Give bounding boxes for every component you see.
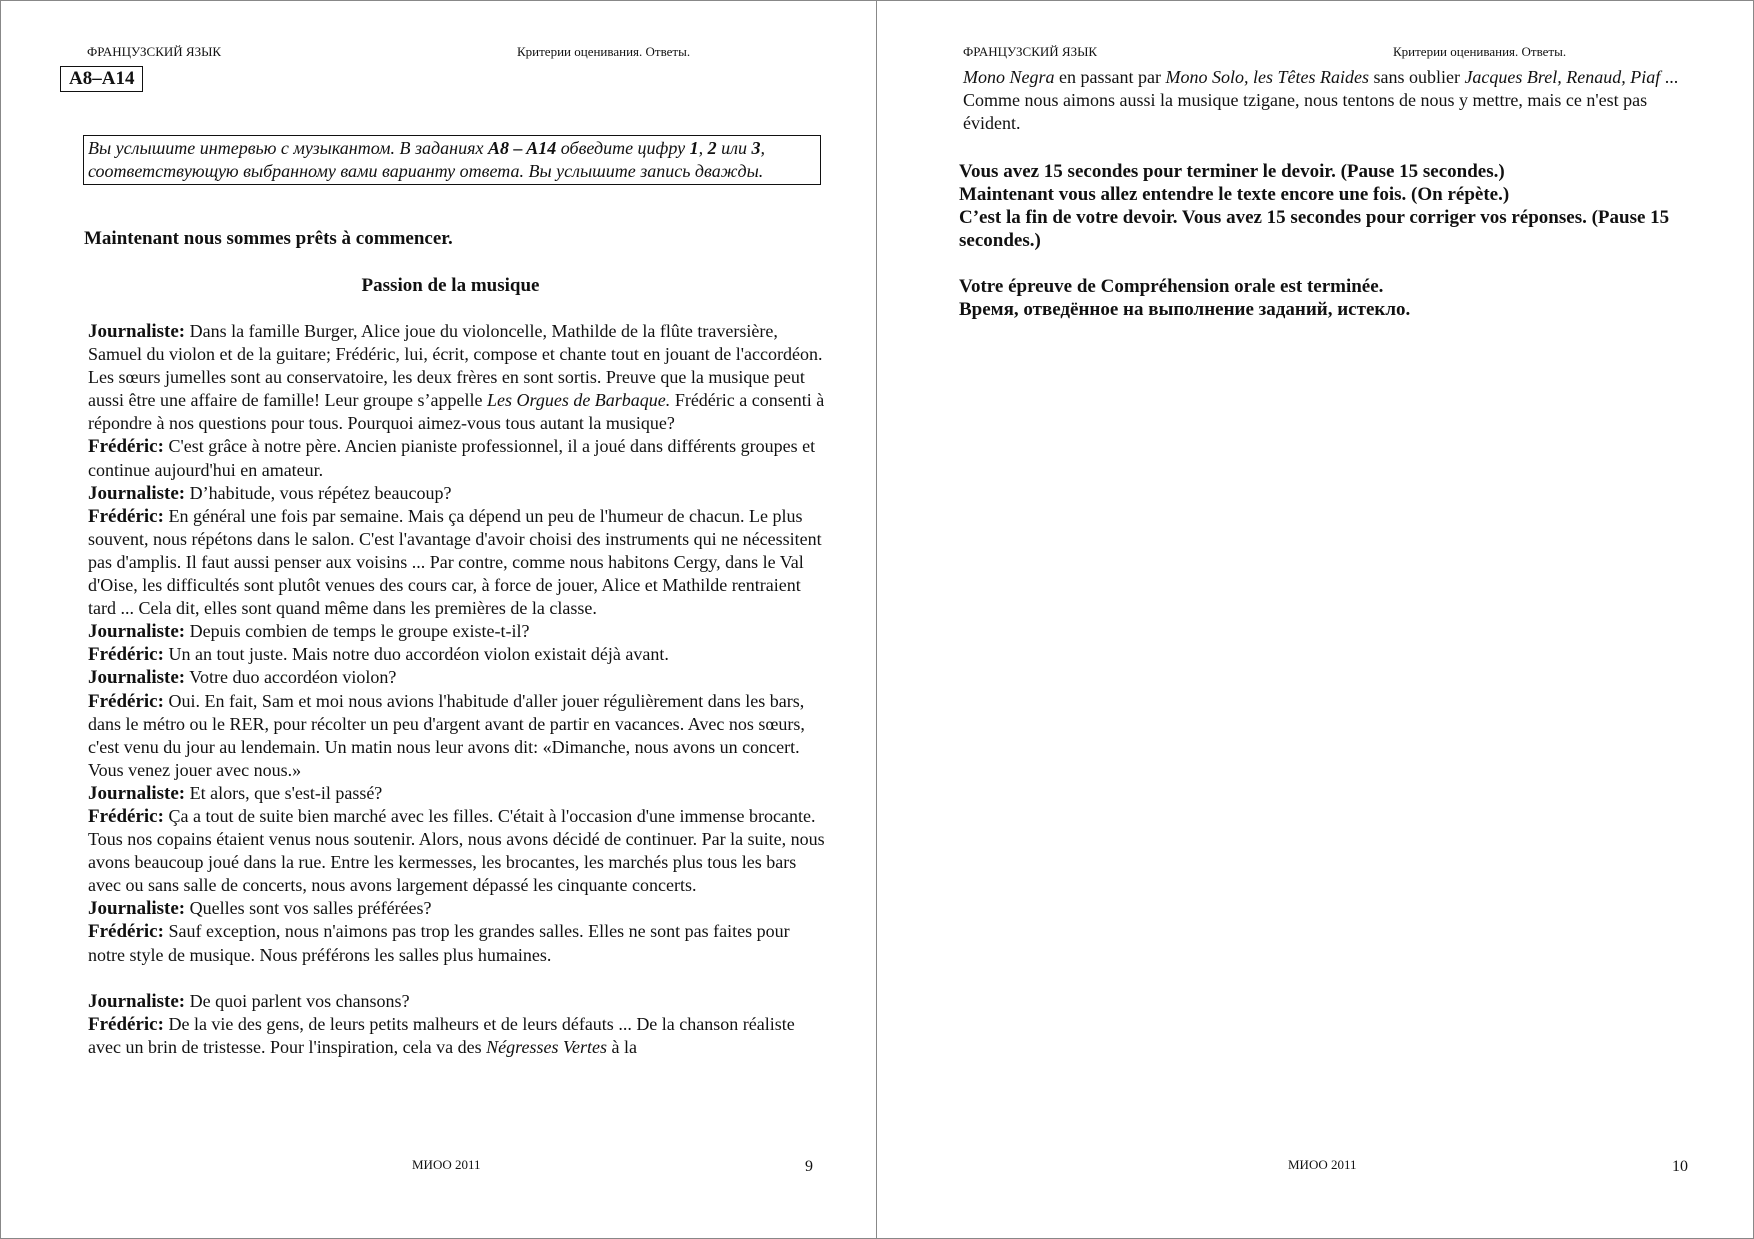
dialog-line: Frédéric: Un an tout juste. Mais notre duo accordéon violon existait déjà avant. bbox=[88, 644, 669, 666]
dialog-line: Frédéric: De la vie des gens, de leurs petits malheurs et de leurs défauts ... De la chanson réaliste avec un brin de tristesse. Pour l'inspiration, cela va des Négresses Vertes à la bbox=[88, 1013, 795, 1057]
footer-publisher: МИОО 2011 bbox=[412, 1157, 481, 1172]
dialog-line: Journaliste: De quoi parlent vos chansons? bbox=[88, 990, 410, 1012]
footer-publisher: МИОО 2011 bbox=[1288, 1157, 1357, 1172]
dialog-line: Journaliste: Votre duo accordéon violon? bbox=[88, 667, 397, 689]
audio-instructions bbox=[959, 160, 1719, 252]
dialog-line: Frédéric: Oui. En fait, Sam et moi nous avions l'habitude d'aller jouer régulièrement dans les bars, dans le métro ou le RER, pour récolter un peu d'argent avant de partir en vacances. Avec nos sœurs, c'est venu du jour au lendemain. Un matin nous leur avons dit: «Dimanche, nous avons un concert. Vous venez jouer avec nous.» bbox=[88, 690, 805, 780]
end-line: Votre épreuve de Compréhension orale est terminée. bbox=[959, 276, 1384, 297]
instruction-line: C’est la fin de votre devoir. Vous avez 15 secondes pour corriger vos réponses. (Pause 15 secondes.) bbox=[959, 207, 1670, 251]
interview-dialog bbox=[88, 320, 828, 1059]
header-subject: ФРАНЦУЗСКИЙ ЯЗЫК bbox=[963, 44, 1098, 59]
dialog-line: Journaliste: Quelles sont vos salles préférées? bbox=[88, 898, 432, 920]
dialog-line: Frédéric: Ça a tout de suite bien marché avec les filles. C'était à l'occasion d'une immense brocante. Tous nos copains étaient venus nous soutenir. Alors, nous avons décidé de continuer. Par la suite, nous avons beaucoup joué dans la rue. Entre les kermesses, les brocantes, les marchés plus tous les bars avec ou sans salle de concerts, nous avons largement dépassé les cinquante concerts. bbox=[88, 805, 825, 896]
page-10 bbox=[877, 0, 1754, 1239]
dialog-line: Journaliste: Dans la famille Burger, Alice joue du violoncelle, Mathilde de la flûte traversière, Samuel du violon et de la guitare; Frédéric, lui, écrit, compose et chante tout en jouant de l'accordéon. Les sœurs jumelles sont au conservatoire, les deux frères en sont sortis. Preuve que la musique peut aussi être une affaire de famille! Leur groupe s’appelle Les Orgues de Barbaque. Frédéric a consenti à répondre à nos questions pour tous. Pourquoi aimez-vous tous autant la musique? bbox=[88, 321, 825, 434]
task-label: A8–A14 bbox=[60, 66, 143, 92]
dialog-line: Frédéric: Sauf exception, nous n'aimons pas trop les grandes salles. Elles ne sont pas faites pour notre style de musique. Nous préférons les salles plus humaines. bbox=[88, 921, 790, 965]
dialog-line: Journaliste: Depuis combien de temps le groupe existe-t-il? bbox=[88, 621, 530, 643]
page-9 bbox=[0, 0, 876, 1239]
header-criteria: Критерии оценивания. Ответы. bbox=[517, 44, 691, 59]
dialog-line: Frédéric: En général une fois par semaine. Mais ça dépend un peu de l'humeur de chacun. Le plus souvent, nous répétons dans le salon. C'est l'avantage d'avoir choisi des instruments qui ne nécessitent pas d'amplis. Il faut aussi penser aux voisins ... Par contre, comme nous habitons Cergy, dans le Val d'Oise, les difficultés sont plutôt venues des cours car, à force de jouer, Alice et Mathilde rentraient tard ... Cela dit, elles sont quand même dans les premières de la classe. bbox=[88, 505, 822, 619]
instruction-box: Вы услышите интервью с музыкантом. В заданиях A8 – A14 обведите цифру 1, 2 или 3, соответствующую выбранному вами варианту ответа. Вы услышите запись дважды. bbox=[83, 135, 821, 185]
text-title: Passion de la musique bbox=[361, 275, 540, 296]
end-line: Время, отведённое на выполнение заданий, истекло. bbox=[959, 299, 1411, 320]
dialog-line: Journaliste: Et alors, que s'est-il passé? bbox=[88, 782, 383, 804]
page-number: 10 bbox=[1672, 1158, 1688, 1175]
dialog-line: Journaliste: D’habitude, vous répétez beaucoup? bbox=[88, 482, 452, 504]
instruction-line: Maintenant vous allez entendre le texte encore une fois. (On répète.) bbox=[959, 184, 1510, 205]
header-criteria: Критерии оценивания. Ответы. bbox=[1393, 44, 1567, 59]
ready-text: Maintenant nous sommes prêts à commencer. bbox=[84, 228, 453, 249]
dialog-line: Frédéric: C'est grâce à notre père. Ancien pianiste professionnel, il a joué dans différents groupes et continue aujourd'hui en amateur. bbox=[88, 436, 816, 480]
dialog-continuation: Mono Negra en passant par Mono Solo, les Têtes Raides sans oublier Jacques Brel, Renaud, Piaf ... Comme nous aimons aussi la musique tzigane, nous tentons de nous y mettre, mais ce n'est pas évident. bbox=[963, 67, 1679, 134]
end-notice bbox=[959, 275, 1719, 321]
header-subject: ФРАНЦУЗСКИЙ ЯЗЫК bbox=[87, 44, 222, 59]
page-number: 9 bbox=[805, 1158, 813, 1175]
instruction-line: Vous avez 15 secondes pour terminer le devoir. (Pause 15 secondes.) bbox=[959, 161, 1505, 182]
